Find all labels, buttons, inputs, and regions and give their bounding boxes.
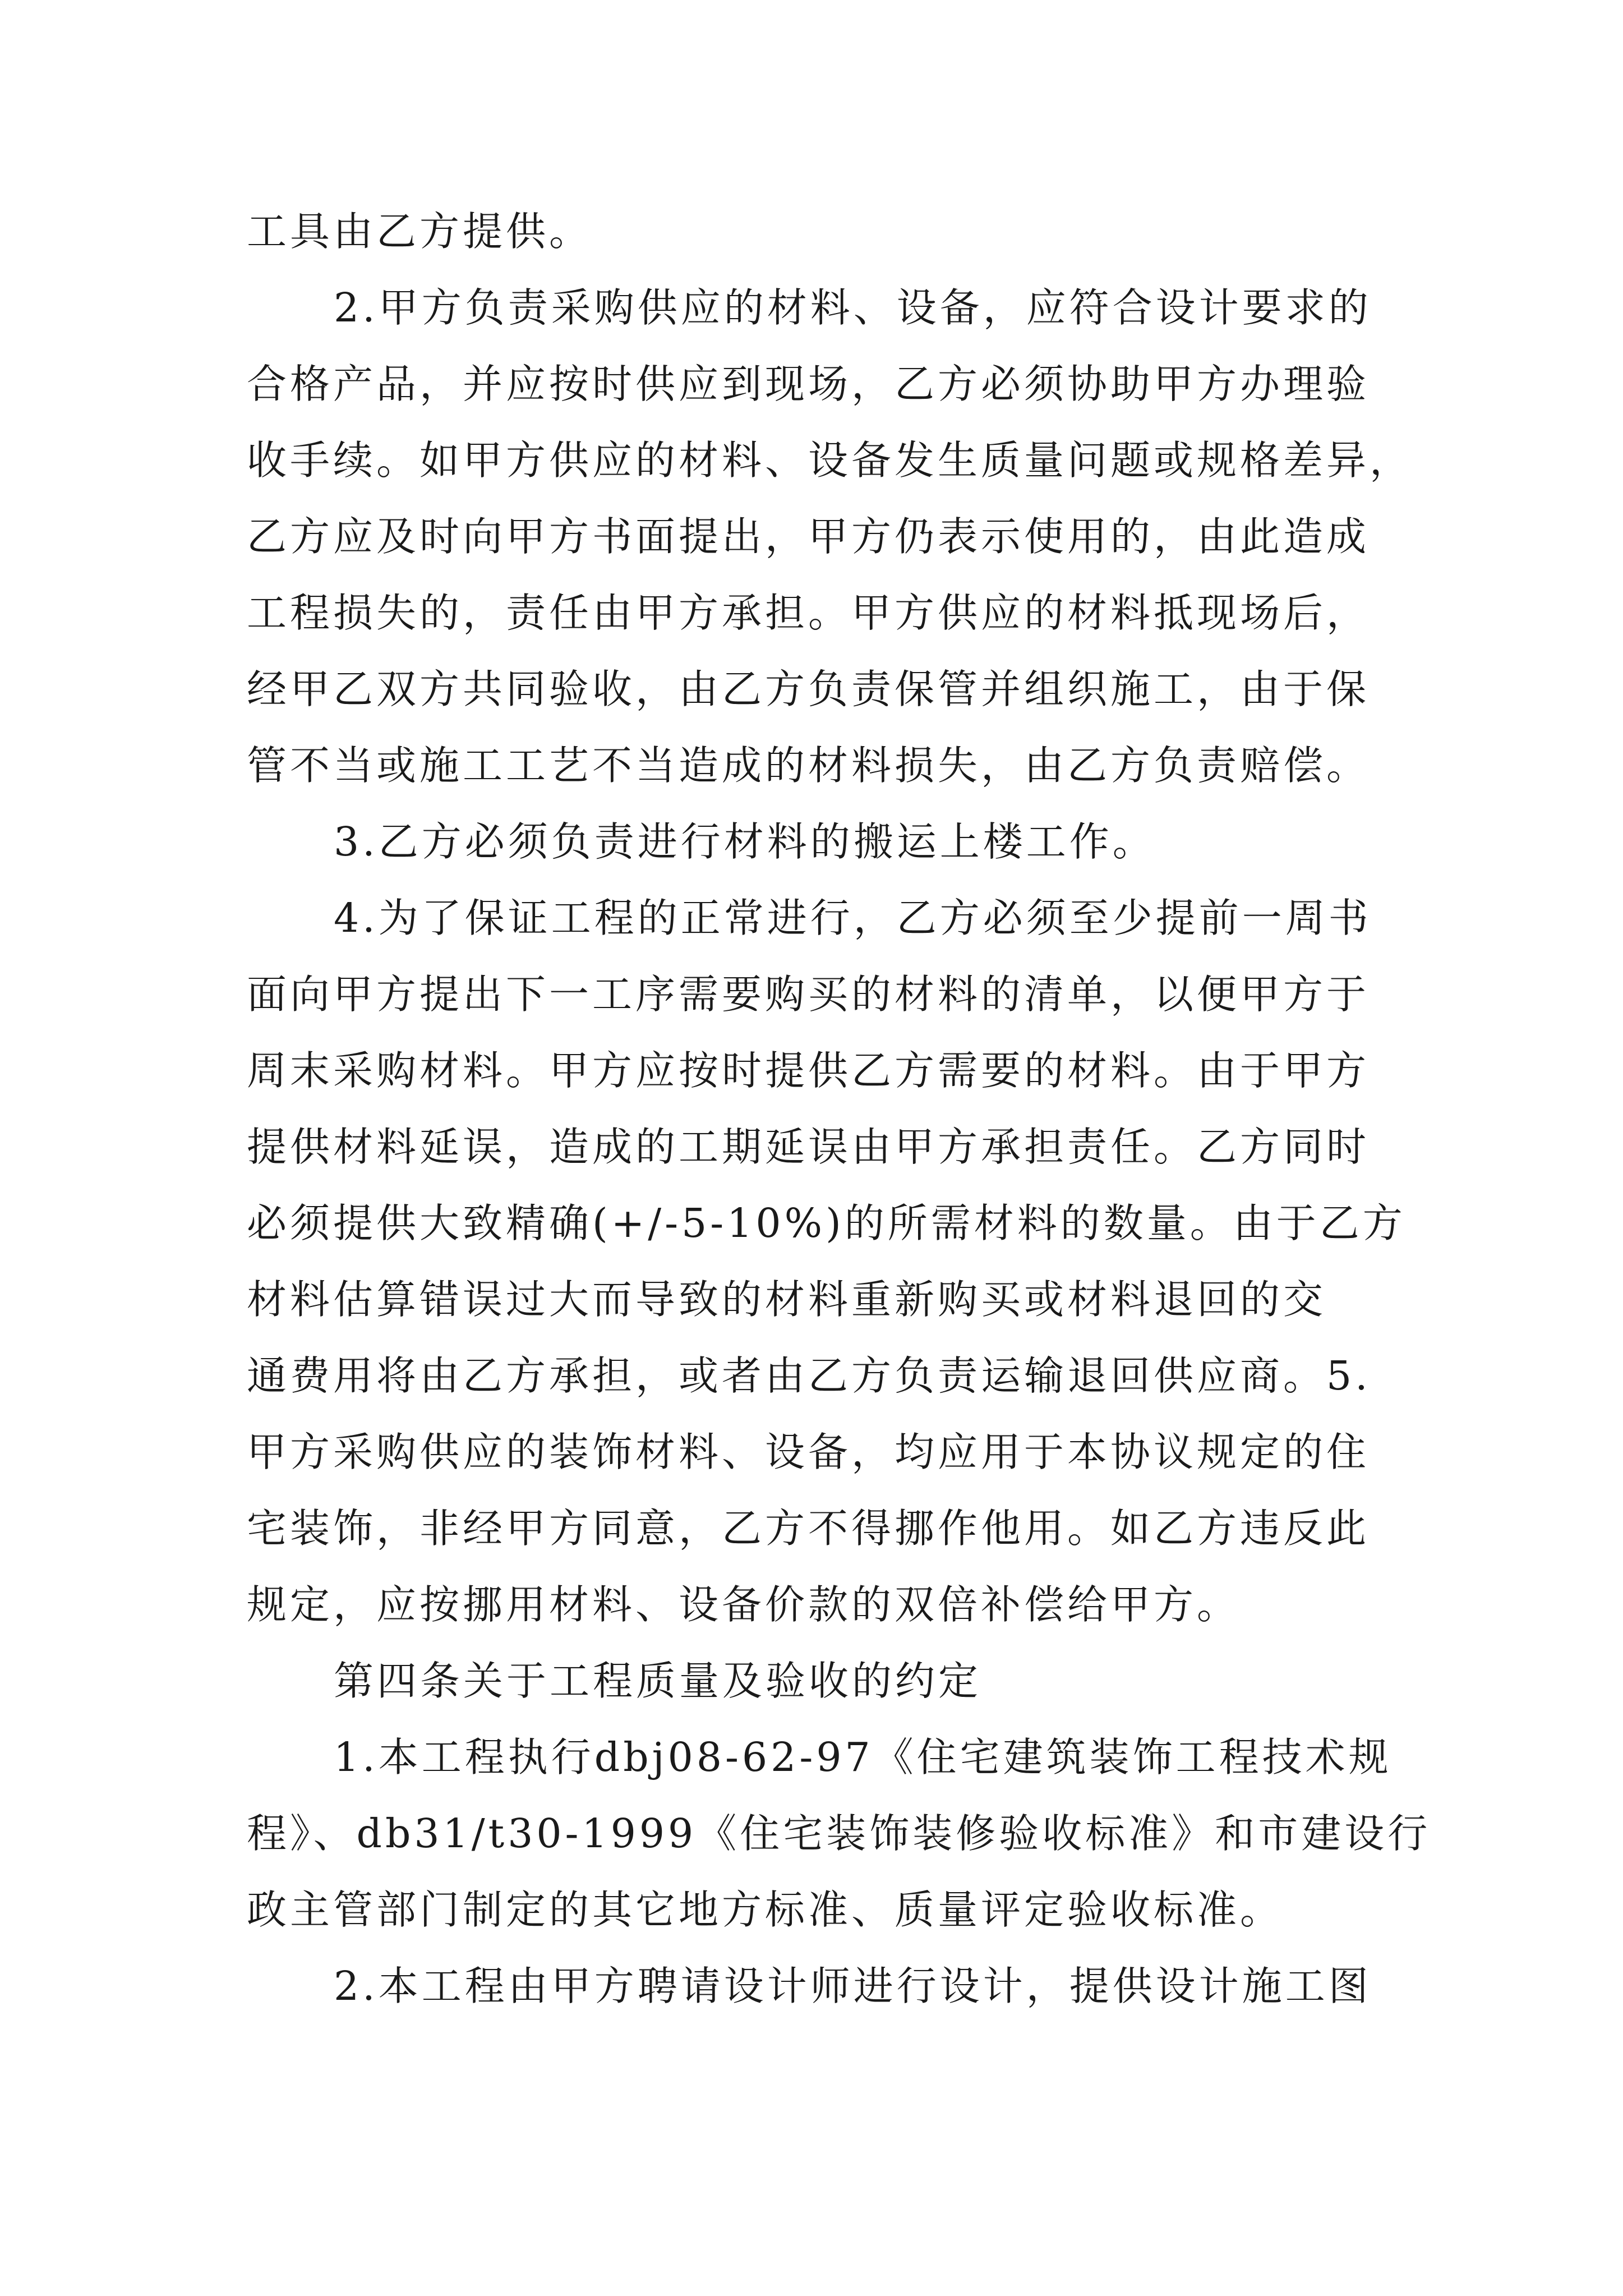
text-line: 通费用将由乙方承担，或者由乙方负责运输退回供应商。5. [247, 1352, 1371, 1399]
text-line: 面向甲方提出下一工序需要购买的材料的清单，以便甲方于 [247, 971, 1370, 1018]
text-line: 甲方采购供应的装饰材料、设备，均应用于本协议规定的住 [247, 1429, 1370, 1475]
text-line: 收手续。如甲方供应的材料、设备发生质量问题或规格差异， [247, 437, 1413, 484]
document-body [247, 194, 1431, 2024]
text-line: 工程损失的，责任由甲方承担。甲方供应的材料抵现场后， [247, 590, 1370, 636]
text-line: 合格产品，并应按时供应到现场，乙方必须协助甲方办理验 [247, 361, 1370, 407]
text-line: 政主管部门制定的其它地方标准、质量评定验收标准。 [247, 1887, 1284, 1933]
text-line: 乙方应及时向甲方书面提出，甲方仍表示使用的，由此造成 [247, 513, 1370, 560]
text-line: 宅装饰，非经甲方同意，乙方不得挪作他用。如乙方违反此 [247, 1505, 1370, 1552]
text-line: 3.乙方必须负责进行材料的搬运上楼工作。 [334, 818, 1156, 865]
text-line: 提供材料延误，造成的工期延误由甲方承担责任。乙方同时 [247, 1124, 1370, 1170]
text-line: 周末采购材料。甲方应按时提供乙方需要的材料。由于甲方 [247, 1047, 1370, 1094]
section-heading: 第四条关于工程质量及验收的约定 [334, 1658, 982, 1704]
text-line: 规定，应按挪用材料、设备价款的双倍补偿给甲方。 [247, 1581, 1241, 1628]
text-line: 经甲乙双方共同验收，由乙方负责保管并组织施工，由于保 [247, 666, 1370, 712]
text-line: 2.甲方负责采购供应的材料、设备，应符合设计要求的 [334, 284, 1372, 331]
text-line: 1.本工程执行dbj08-62-97《住宅建筑装饰工程技术规 [334, 1734, 1392, 1780]
text-line: 2.本工程由甲方聘请设计师进行设计，提供设计施工图 [334, 1963, 1372, 2009]
text-line: 程》、db31/t30-1999《住宅装饰装修验收标准》和市建设行 [247, 1810, 1431, 1857]
text-line: 工具由乙方提供。 [247, 208, 593, 255]
text-line: 材料估算错误过大而导致的材料重新购买或材料退回的交 [247, 1276, 1327, 1323]
text-line: 管不当或施工工艺不当造成的材料损失，由乙方负责赔偿。 [247, 742, 1370, 789]
text-line: 必须提供大致精确(+/-5-10%)的所需材料的数量。由于乙方 [247, 1200, 1406, 1246]
text-line: 4.为了保证工程的正常进行，乙方必须至少提前一周书 [334, 895, 1372, 941]
